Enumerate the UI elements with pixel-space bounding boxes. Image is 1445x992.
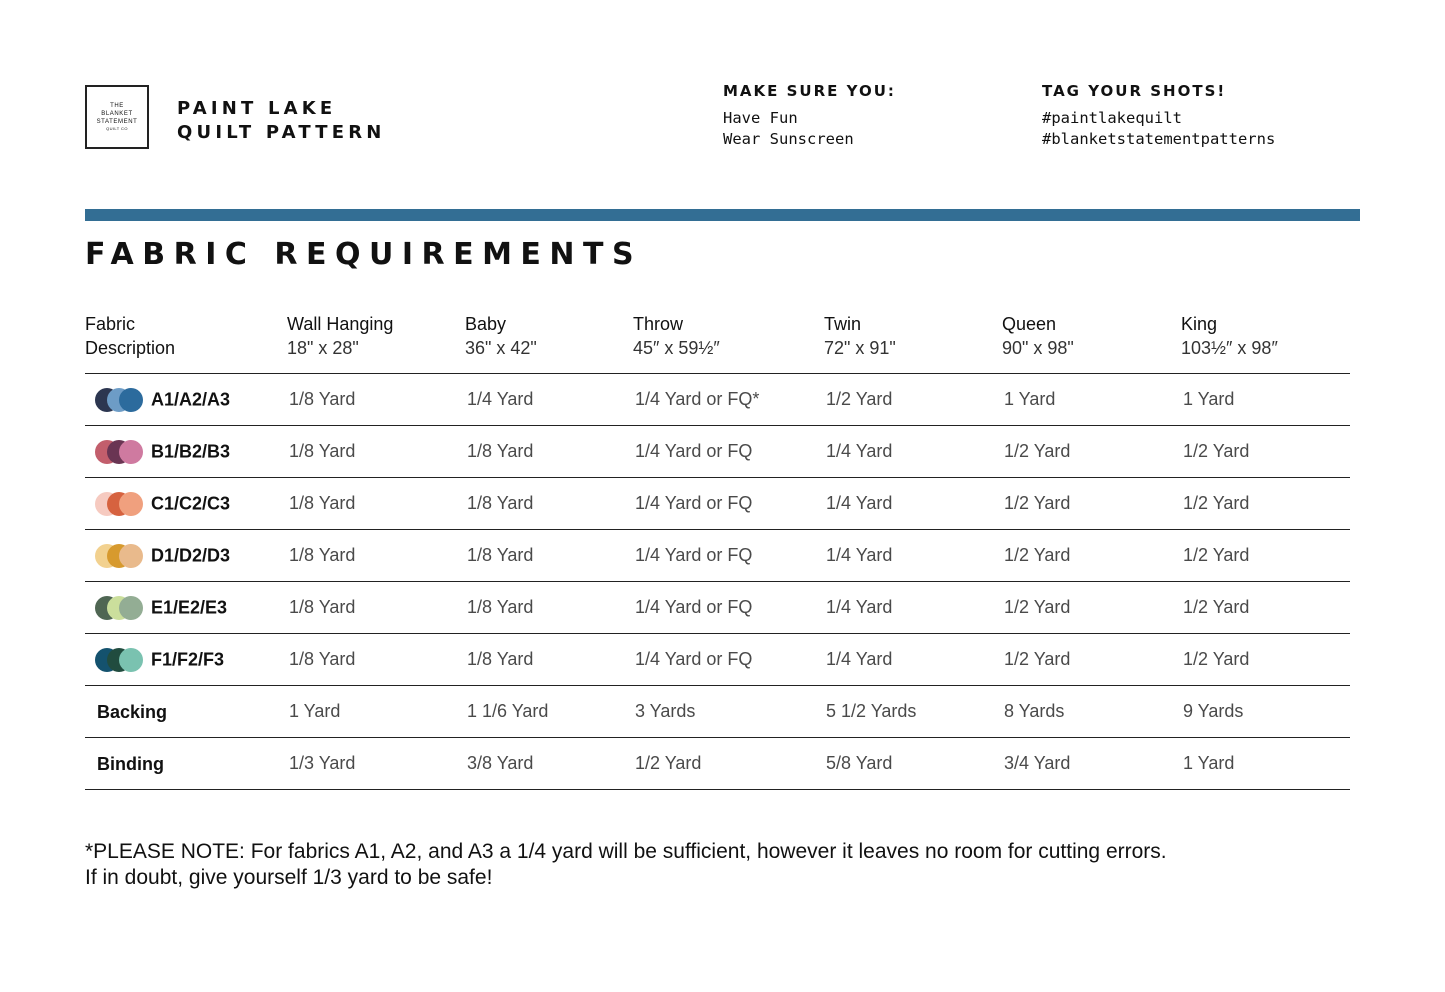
yardage-cell — [633, 374, 824, 426]
column-header: Twin 72" x 91" — [824, 312, 1002, 374]
yardage-cell — [824, 582, 1002, 634]
column-header: Throw 45″ x 59½″ — [633, 312, 824, 374]
yardage-cell — [1002, 686, 1181, 738]
yardage-cell — [1181, 634, 1350, 686]
column-header: Queen 90" x 98" — [1002, 312, 1181, 374]
yardage-value: 1/2 Yard — [1183, 649, 1250, 669]
yardage-value: 1/2 Yard — [1004, 493, 1071, 513]
yardage-value: 1/4 Yard or FQ* — [635, 389, 760, 409]
fabric-code: F1/F2/F3 — [151, 649, 225, 669]
yardage-value: 3/4 Yard — [1004, 753, 1071, 773]
yardage-value: 1/8 Yard — [289, 389, 356, 409]
fabric-code: Backing — [97, 701, 168, 722]
yardage-cell — [633, 738, 824, 790]
yardage-value: 1/4 Yard or FQ — [635, 493, 753, 513]
fabric-name-cell — [85, 426, 287, 478]
table-row — [85, 582, 1350, 634]
yardage-cell — [633, 478, 824, 530]
yardage-cell — [1002, 374, 1181, 426]
cutting-note — [85, 839, 1167, 891]
fabric-requirements-table — [85, 312, 1350, 790]
yardage-cell — [465, 478, 633, 530]
color-swatch-icon — [95, 648, 143, 672]
yardage-cell — [1002, 582, 1181, 634]
yardage-value: 1 Yard — [1004, 389, 1056, 409]
yardage-cell — [824, 426, 1002, 478]
make-sure-line: Have Fun — [723, 109, 798, 127]
logo-line: STATEMENT — [96, 119, 138, 126]
yardage-value: 1 1/6 Yard — [467, 701, 549, 721]
fabric-name-cell — [85, 374, 287, 426]
yardage-value: 1/2 Yard — [1004, 441, 1071, 461]
yardage-cell — [1181, 686, 1350, 738]
column-header: Fabric Description — [85, 312, 287, 374]
yardage-value: 9 Yards — [1183, 701, 1244, 721]
yardage-value: 1/8 Yard — [289, 441, 356, 461]
yardage-value: 1/4 Yard — [826, 493, 893, 513]
pattern-title-line1: PAINT LAKE — [177, 98, 337, 119]
yardage-value: 1/4 Yard or FQ — [635, 441, 753, 461]
yardage-cell — [1181, 738, 1350, 790]
yardage-cell — [465, 634, 633, 686]
section-title: FABRIC REQUIREMENTS — [85, 237, 643, 272]
yardage-value: 1/8 Yard — [467, 493, 534, 513]
yardage-value: 1/8 Yard — [289, 493, 356, 513]
yardage-value: 1/2 Yard — [1004, 545, 1071, 565]
yardage-value: 1/2 Yard — [826, 389, 893, 409]
yardage-value: 1/8 Yard — [289, 545, 356, 565]
yardage-cell — [465, 374, 633, 426]
make-sure-line: Wear Sunscreen — [723, 130, 854, 148]
swatch-dot — [119, 544, 143, 568]
yardage-value: 1/8 Yard — [467, 441, 534, 461]
yardage-value: 1 Yard — [289, 701, 341, 721]
color-swatch-icon — [95, 440, 143, 464]
yardage-value: 3/8 Yard — [467, 753, 534, 773]
yardage-cell — [824, 530, 1002, 582]
table-row — [85, 738, 1350, 790]
yardage-value: 5 1/2 Yards — [826, 701, 917, 721]
hashtag: #blanketstatementpatterns — [1042, 130, 1276, 148]
fabric-code: A1/A2/A3 — [151, 389, 231, 409]
yardage-cell — [633, 582, 824, 634]
table-row — [85, 530, 1350, 582]
fabric-name-cell — [85, 686, 287, 738]
color-swatch-icon — [95, 388, 143, 412]
table-row — [85, 374, 1350, 426]
yardage-value: 1 Yard — [1183, 389, 1235, 409]
yardage-cell — [1181, 426, 1350, 478]
tag-heading: TAG YOUR SHOTS! — [1042, 82, 1227, 100]
yardage-cell — [1181, 374, 1350, 426]
yardage-cell — [1002, 738, 1181, 790]
column-header: Baby 36" x 42" — [465, 312, 633, 374]
yardage-cell — [1181, 530, 1350, 582]
color-swatch-icon — [95, 596, 143, 620]
yardage-cell — [1181, 478, 1350, 530]
yardage-value: 1/4 Yard or FQ — [635, 649, 753, 669]
yardage-value: 1/2 Yard — [635, 753, 702, 773]
yardage-value: 1/8 Yard — [289, 649, 356, 669]
yardage-cell — [287, 426, 465, 478]
fabric-name-cell — [85, 530, 287, 582]
yardage-value: 1/2 Yard — [1183, 493, 1250, 513]
yardage-cell — [465, 686, 633, 738]
fabric-name-cell — [85, 634, 287, 686]
fabric-code: C1/C2/C3 — [151, 493, 231, 513]
make-sure-heading: MAKE SURE YOU: — [723, 82, 896, 100]
yardage-value: 1/4 Yard or FQ — [635, 545, 753, 565]
yardage-value: 1/3 Yard — [289, 753, 356, 773]
fabric-code: D1/D2/D3 — [151, 545, 231, 565]
fabric-code: B1/B2/B3 — [151, 441, 231, 461]
fabric-name-cell — [85, 582, 287, 634]
yardage-cell — [633, 686, 824, 738]
yardage-value: 1/4 Yard or FQ — [635, 597, 753, 617]
yardage-value: 1/4 Yard — [826, 545, 893, 565]
yardage-value: 5/8 Yard — [826, 753, 893, 773]
pattern-title-line2: QUILT PATTERN — [177, 122, 386, 143]
yardage-value: 3 Yards — [635, 701, 696, 721]
logo-line: BLANKET — [101, 111, 133, 118]
fabric-code: E1/E2/E3 — [151, 597, 228, 617]
yardage-cell — [287, 582, 465, 634]
yardage-value: 1/8 Yard — [467, 649, 534, 669]
yardage-cell — [287, 634, 465, 686]
yardage-cell — [824, 686, 1002, 738]
column-header: King 103½″ x 98″ — [1181, 312, 1350, 374]
yardage-cell — [824, 478, 1002, 530]
yardage-cell — [1002, 530, 1181, 582]
yardage-cell — [633, 530, 824, 582]
yardage-value: 8 Yards — [1004, 701, 1065, 721]
color-swatch-icon — [95, 492, 143, 516]
swatch-dot — [119, 388, 143, 412]
brand-logo — [85, 85, 149, 149]
table-body — [85, 374, 1350, 790]
table-row — [85, 426, 1350, 478]
yardage-cell — [633, 634, 824, 686]
yardage-cell — [824, 634, 1002, 686]
yardage-value: 1/8 Yard — [467, 597, 534, 617]
fabric-name-cell — [85, 478, 287, 530]
yardage-cell — [1002, 426, 1181, 478]
logo-line: THE — [110, 103, 124, 110]
yardage-cell — [1002, 478, 1181, 530]
color-swatch-icon — [95, 544, 143, 568]
swatch-dot — [119, 648, 143, 672]
yardage-cell — [1002, 634, 1181, 686]
note-line: If in doubt, give yourself 1/3 yard to be safe! — [85, 866, 493, 889]
yardage-cell — [287, 738, 465, 790]
swatch-dot — [119, 596, 143, 620]
yardage-cell — [1181, 582, 1350, 634]
yardage-cell — [465, 530, 633, 582]
note-line: *PLEASE NOTE: For fabrics A1, A2, and A3 a 1/4 yard will be sufficient, however it leaves no room for cutting errors. — [85, 840, 1167, 863]
yardage-value: 1/4 Yard — [826, 597, 893, 617]
yardage-value: 1/2 Yard — [1004, 597, 1071, 617]
pattern-title — [177, 97, 386, 145]
yardage-cell — [465, 426, 633, 478]
yardage-value: 1/2 Yard — [1183, 597, 1250, 617]
yardage-value: 1/8 Yard — [289, 597, 356, 617]
yardage-cell — [287, 530, 465, 582]
yardage-value: 1/2 Yard — [1004, 649, 1071, 669]
yardage-value: 1/4 Yard — [826, 649, 893, 669]
swatch-dot — [119, 440, 143, 464]
yardage-value: 1/2 Yard — [1183, 441, 1250, 461]
yardage-value: 1/4 Yard — [826, 441, 893, 461]
table-row — [85, 634, 1350, 686]
table-row — [85, 478, 1350, 530]
swatch-dot — [119, 492, 143, 516]
logo-line: QUILT CO — [106, 126, 128, 132]
header-rule — [85, 209, 1360, 221]
yardage-cell — [824, 738, 1002, 790]
yardage-cell — [465, 582, 633, 634]
yardage-value: 1/2 Yard — [1183, 545, 1250, 565]
yardage-cell — [633, 426, 824, 478]
table-row — [85, 686, 1350, 738]
yardage-cell — [287, 686, 465, 738]
tag-block — [1042, 81, 1275, 150]
table-header-row — [85, 312, 1350, 374]
yardage-cell — [465, 738, 633, 790]
hashtag: #paintlakequilt — [1042, 109, 1182, 127]
yardage-value: 1/8 Yard — [467, 545, 534, 565]
fabric-code: Binding — [97, 753, 164, 774]
yardage-cell — [824, 374, 1002, 426]
yardage-cell — [287, 478, 465, 530]
column-header: Wall Hanging 18" x 28" — [287, 312, 465, 374]
yardage-value: 1 Yard — [1183, 753, 1235, 773]
yardage-cell — [287, 374, 465, 426]
fabric-name-cell — [85, 738, 287, 790]
make-sure-block — [723, 81, 896, 150]
yardage-value: 1/4 Yard — [467, 389, 534, 409]
